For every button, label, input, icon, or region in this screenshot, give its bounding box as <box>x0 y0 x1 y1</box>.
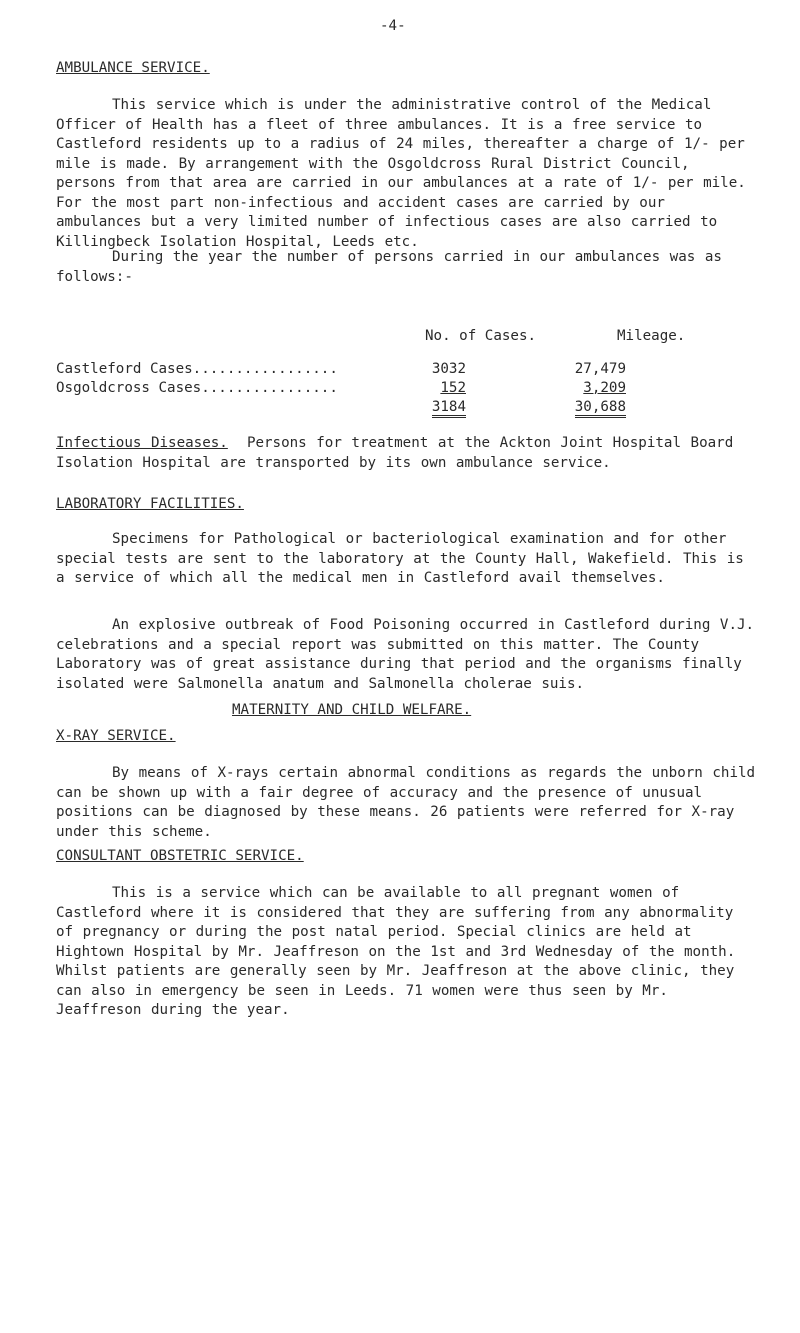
ambulance-paragraph-1: This service which is under the administrative control of the Medical Officer of Health has a fleet of three ambulances. It is a free service to Castleford residents up to a radius of 24 miles, thereafter a charge of 1/- per mile is made. By arrangement with the Osgoldcross Rural District Council, persons from that area are carried in our ambulances at a rate of 1/- per mile. For the most part non-infectious and accident cases are carried by our ambulances but a very limited number of infectious cases are also carried to Killingbeck Isolation Hospital, Leeds etc. <box>56 97 746 250</box>
obstetric-heading: CONSULTANT OBSTETRIC SERVICE. <box>56 848 304 864</box>
column-header-mileage: Mileage. <box>617 328 686 344</box>
table-row <box>56 378 626 397</box>
row-mileage: 3,209 <box>583 379 626 396</box>
row-mileage: 27,479 <box>574 360 626 377</box>
row-cases: 3032 <box>431 360 466 377</box>
ambulance-cases-table <box>56 359 626 416</box>
obstetric-paragraph: This is a service which can be available to all pregnant women of Castleford where it is considered that they are suffering from any abnormality of pregnancy or during the post natal period. Special clinics are held at Hightown Hospital by Mr. Jeaffreson on the 1st and 3rd Wednesday of the month. Whilst patients are generally seen by Mr. Jeaffreson at the above clinic, they can also in emergency be seen in Leeds. 71 women were thus seen by Mr. Jeaffreson during the year. <box>56 885 736 1018</box>
column-header-cases: No. of Cases. <box>425 328 537 344</box>
table-row <box>56 359 626 378</box>
laboratory-heading: LABORATORY FACILITIES. <box>56 496 244 512</box>
infectious-diseases-paragraph <box>56 434 756 473</box>
infectious-diseases-heading: Infectious Diseases. <box>56 435 228 451</box>
infectious-diseases-text: Persons for treatment at the Ackton Joint Hospital Board Isolation Hospital are transported by its own ambulance service. <box>56 435 734 471</box>
ambulance-paragraph-2: During the year the number of persons carried in our ambulances was as follows:- <box>56 249 722 285</box>
xray-heading: X-RAY SERVICE. <box>56 728 176 744</box>
total-cases: 3184 <box>432 399 466 418</box>
table-row-total <box>56 397 626 416</box>
row-label: Castleford Cases................. <box>56 360 338 377</box>
row-label: Osgoldcross Cases................ <box>56 379 338 396</box>
laboratory-paragraph-2: An explosive outbreak of Food Poisoning occurred in Castleford during V.J. celebrations and a special report was submitted on this matter. The County Laboratory was of great assistance during that period and the organisms finally isolated were Salmonella anatum and Salmonella cholerae suis. <box>56 617 755 692</box>
page-number: -4- <box>380 18 406 34</box>
xray-paragraph: By means of X-rays certain abnormal conditions as regards the unborn child can be shown up with a fair degree of accuracy and the presence of unusual positions can be diagnosed by these means. 26 patients were referred for X-ray under this scheme. <box>56 765 756 840</box>
ambulance-heading: AMBULANCE SERVICE. <box>56 60 210 76</box>
laboratory-paragraph-1: Specimens for Pathological or bacteriological examination and for other special tests are sent to the laboratory at the County Hall, Wakefield. This is a service of which all the medical men in Castleford avail themselves. <box>56 531 744 586</box>
maternity-heading: MATERNITY AND CHILD WELFARE. <box>232 702 472 718</box>
row-cases: 152 <box>440 379 466 396</box>
total-mileage: 30,688 <box>575 399 626 418</box>
